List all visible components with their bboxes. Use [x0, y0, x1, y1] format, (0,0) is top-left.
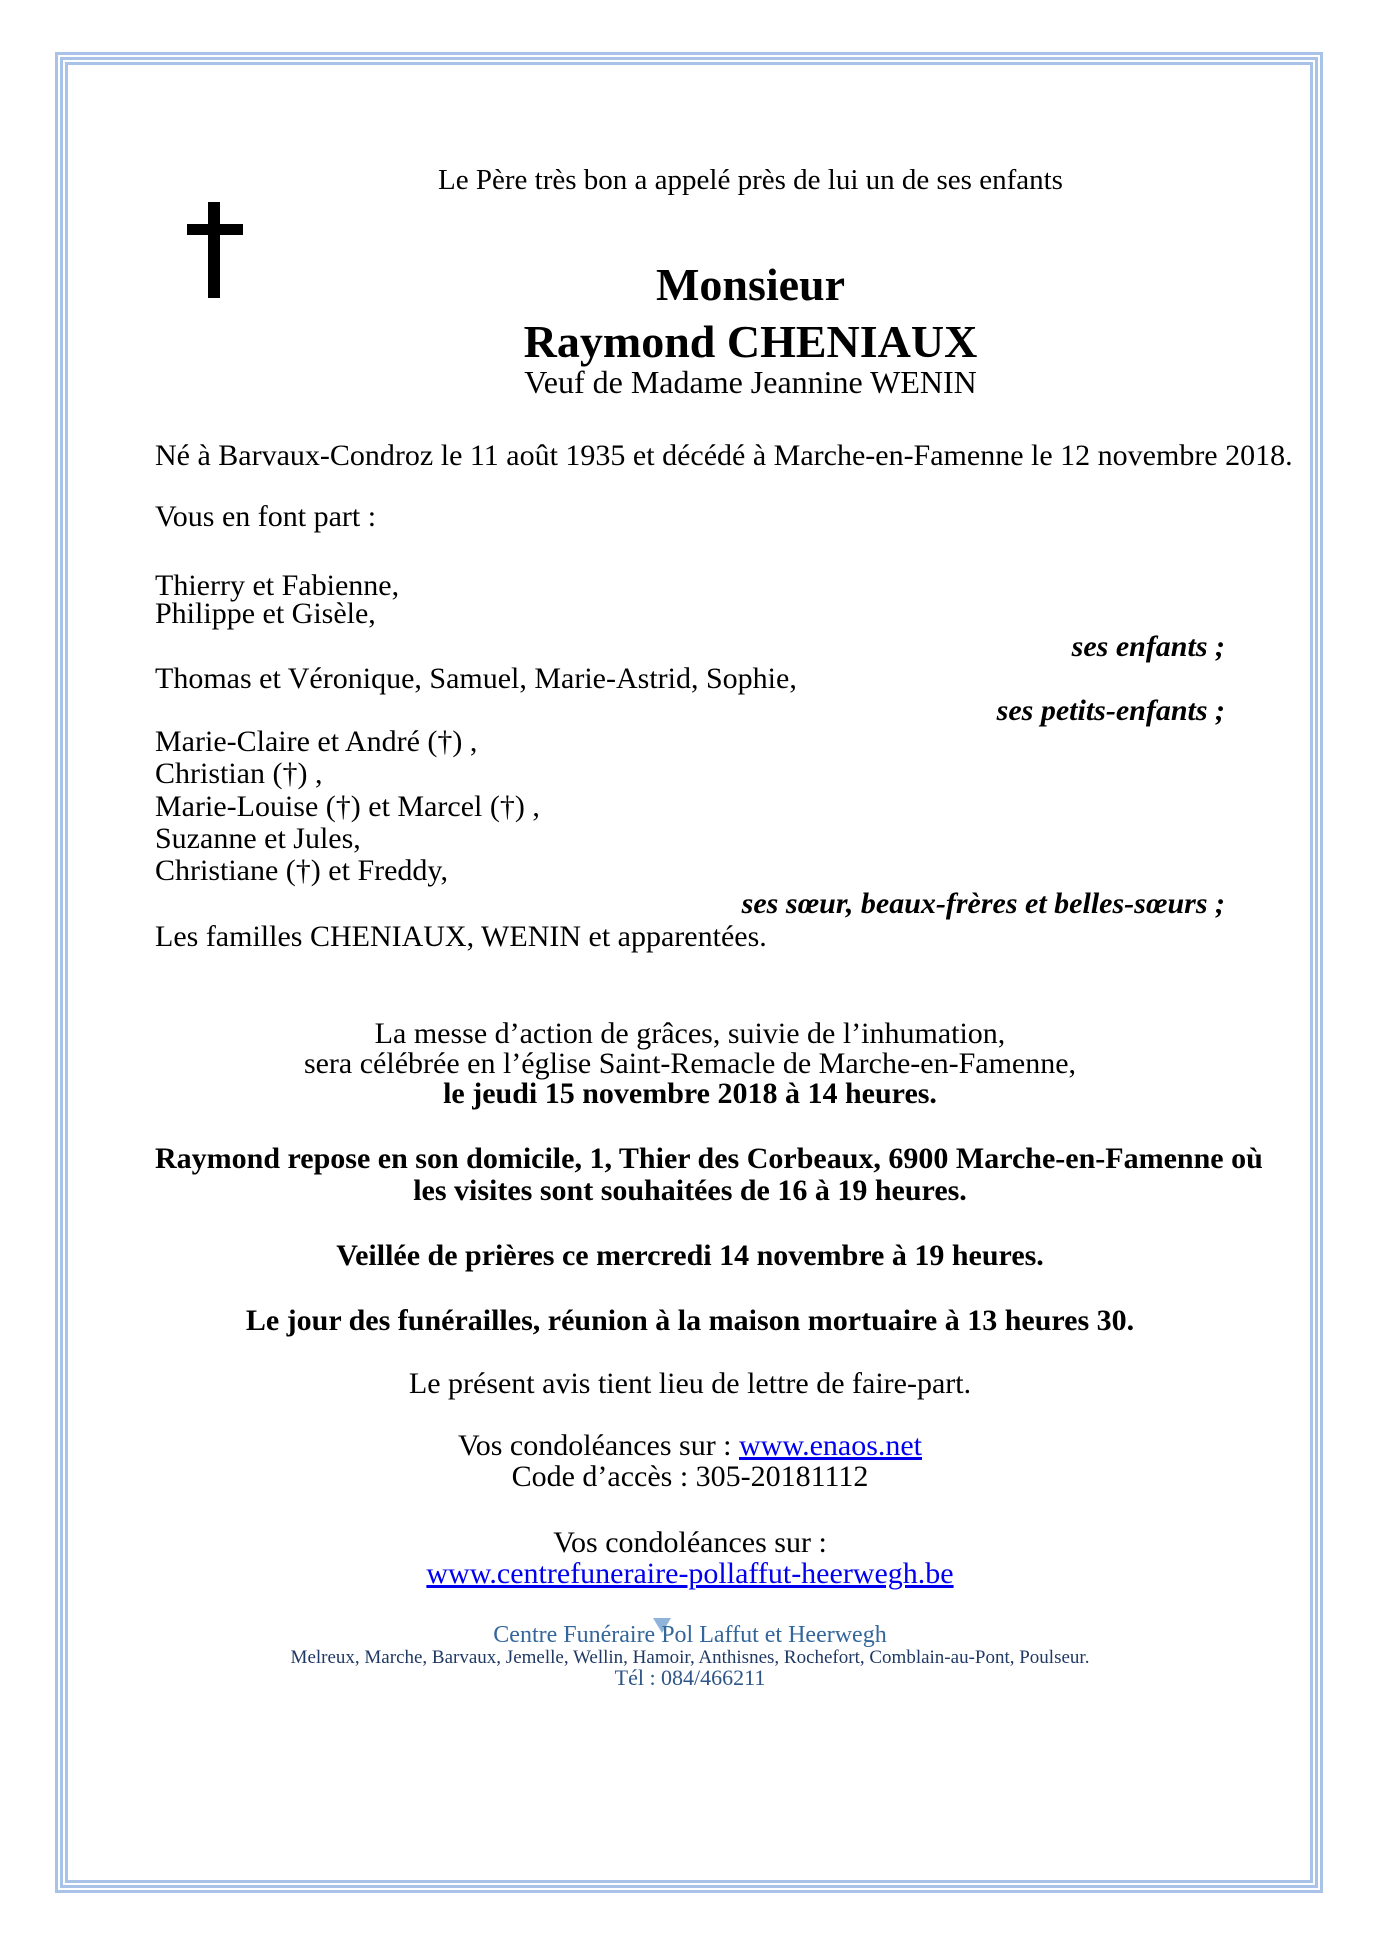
sibling-line: Marie-Claire et André (†) ,	[155, 725, 478, 758]
cross-horizontal-bar	[187, 224, 243, 235]
sibling-line: Christiane (†) et Freddy,	[155, 854, 448, 887]
funeral-day-line: Le jour des funérailles, réunion à la maison mortuaire à 13 heures 30.	[245, 1304, 1135, 1337]
children-label: ses enfants ;	[1071, 630, 1225, 663]
sibling-line: Marie-Louise (†) et Marcel (†) ,	[155, 790, 540, 823]
condolences-site-line: Vos condoléances sur :	[553, 1526, 827, 1559]
condolences-enaos-prefix: Vos condoléances sur :	[457, 1429, 740, 1462]
child-line: Thierry et Fabienne,	[155, 569, 400, 602]
funeral-home-name: Centre Funéraire Pol Laffut et Heerwegh	[493, 1622, 887, 1648]
child-line: Philippe et Gisèle,	[155, 597, 376, 630]
access-code-line: Code d’accès : 305-20181112	[511, 1460, 869, 1493]
siblings-label: ses sœur, beaux-frères et belles-sœurs ;	[741, 887, 1225, 920]
condolences-enaos-line	[155, 1429, 1225, 1462]
funeral-home-cities: Melreux, Marche, Barvaux, Jemelle, Wellin, Hamoir, Anthisnes, Rochefort, Comblain-au-Pont, Poulseur.	[290, 1647, 1090, 1668]
deceased-name: Raymond CHENIAUX	[523, 316, 978, 367]
funeral-home-site-link-line	[155, 1557, 1225, 1590]
repose-line-2: les visites sont souhaitées de 16 à 19 heures.	[413, 1174, 967, 1207]
mass-date-line: le jeudi 15 novembre 2018 à 14 heures.	[443, 1077, 937, 1110]
mass-line-1: La messe d’action de grâces, suivie de l’inhumation,	[374, 1017, 1006, 1050]
funeral-home-phone: Tél : 084/466211	[614, 1665, 766, 1690]
sibling-line: Suzanne et Jules,	[155, 822, 361, 855]
epitaph-line: Le Père très bon a appelé près de lui un de ses enfants	[438, 164, 1063, 196]
grandchildren-line: Thomas et Véronique, Samuel, Marie-Astrid, Sophie,	[155, 662, 797, 695]
families-line: Les familles CHENIAUX, WENIN et apparentées.	[155, 920, 767, 953]
sibling-line: Christian (†) ,	[155, 757, 323, 790]
grandchildren-label: ses petits-enfants ;	[996, 694, 1225, 727]
notice-line: Le présent avis tient lieu de lettre de faire-part.	[408, 1367, 972, 1400]
cross-vertical-bar	[208, 202, 220, 298]
vigil-line: Veillée de prières ce mercredi 14 novembre à 19 heures.	[336, 1239, 1044, 1272]
mass-line-2: sera célébrée en l’église Saint-Remacle de Marche-en-Famenne,	[303, 1047, 1077, 1080]
enaos-link[interactable]: www.enaos.net	[739, 1429, 923, 1462]
civility-title: Monsieur	[655, 259, 846, 310]
widower-line: Veuf de Madame Jeannine WENIN	[524, 364, 977, 400]
birth-death-line: Né à Barvaux-Condroz le 11 août 1935 et décédé à Marche-en-Famenne le 12 novembre 2018.	[155, 439, 1293, 472]
repose-line-1: Raymond repose en son domicile, 1, Thier des Corbeaux, 6900 Marche-en-Famenne où	[155, 1142, 1263, 1175]
announcement-line: Vous en font part :	[155, 500, 377, 533]
funeral-home-website-link[interactable]: www.centrefuneraire-pollaffut-heerwegh.be	[426, 1557, 954, 1590]
